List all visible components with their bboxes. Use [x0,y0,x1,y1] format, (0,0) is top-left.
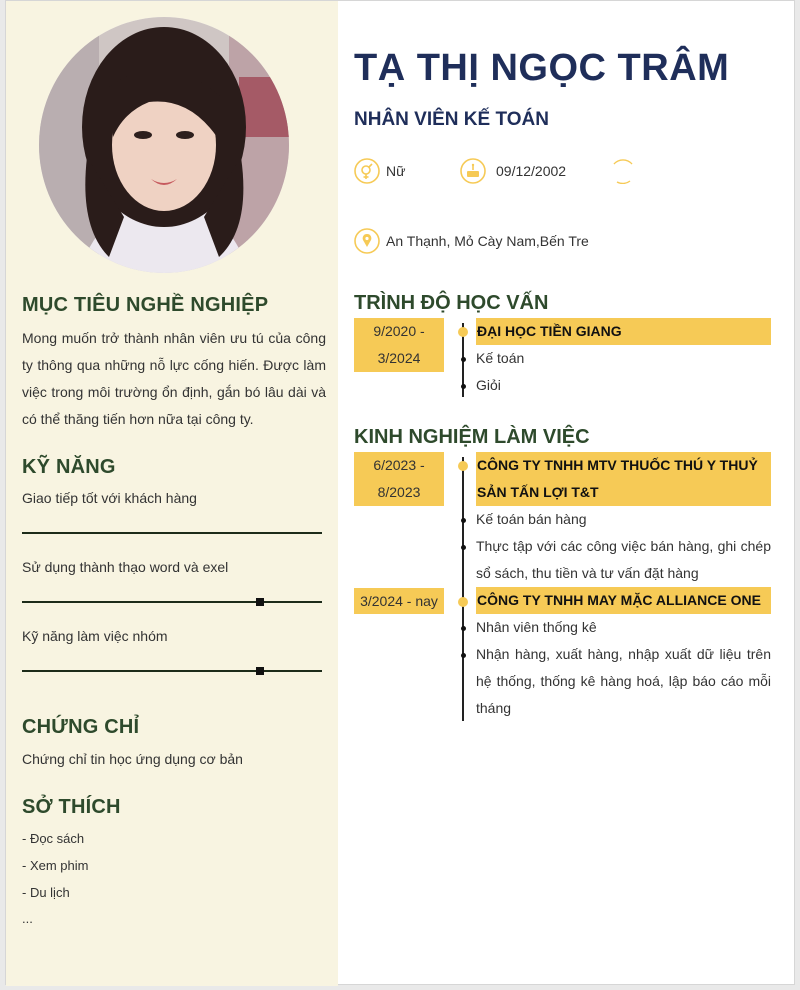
phone-info [610,158,642,184]
experience-title: KINH NGHIỆM LÀM VIỆC [354,426,590,448]
objective-title: MỤC TIÊU NGHỀ NGHIỆP [22,294,269,316]
gender-icon [354,158,380,184]
job-date [354,452,444,506]
skill-bar [22,532,322,534]
education-date [354,318,444,372]
certificate-item: Chứng chỉ tin học ứng dụng cơ bản [22,751,243,767]
date-end: 8/2023 [377,484,421,500]
hobby-item: - Đọc sách [22,831,85,846]
objective-text: Mong muốn trở thành nhân viên ưu tú của công ty thông qua những nỗ lực cống hiến. Được làm việc trong môi trường ổn định, gắn bó lâu dài và có thể thăng tiến hơn nữa tại công ty. [22,330,326,427]
skill-bar [22,601,322,603]
timeline-dot [458,327,468,337]
timeline-dot [458,461,468,471]
date-range: 3/2024 - nay [360,593,438,609]
skill-label: Kỹ năng làm việc nhóm [22,628,168,644]
job-description: Nhận hàng, xuất hàng, nhập xuất dữ liệu trên hệ thống, thống kê hàng hoá, lập báo cáo mỗi tháng [476,646,771,716]
job-position: Kế toán bán hàng [476,511,587,527]
date-end: 3/2024 [377,350,421,366]
skill-label: Sử dụng thành thạo word và exel [22,559,229,575]
timeline-bullet [461,518,466,523]
gender-info [354,158,405,184]
timeline-bullet [461,545,466,550]
address-info [354,228,589,254]
skill-bar [22,670,322,672]
cv-page [5,0,795,985]
timeline-bullet [461,384,466,389]
hobbies-title: SỞ THÍCH [22,796,121,818]
main-content [338,1,796,986]
education-title: TRÌNH ĐỘ HỌC VẤN [354,292,549,314]
sidebar [6,1,338,986]
timeline-dot [458,597,468,607]
hobby-item: ... [22,911,33,926]
candidate-name: TẠ THỊ NGỌC TRÂM [354,47,730,89]
skill-label: Giao tiếp tốt với khách hàng [22,490,197,506]
education-major: Kế toán [476,350,525,366]
profile-photo [39,17,289,273]
job-date [354,588,444,614]
gender-value: Nữ [386,163,406,179]
skill-level-marker [256,598,264,606]
birthday-info [460,158,566,184]
job-description: Thực tập với các công việc bán hàng, ghi chép sổ sách, thu tiền và tư vấn đặt hàng [476,538,771,581]
timeline-bullet [461,653,466,658]
experience-timeline [462,457,464,721]
skills-title: KỸ NĂNG [22,456,116,478]
job-position: Nhân viên thống kê [476,619,597,635]
school-name: ĐẠI HỌC TIỀN GIANG [476,318,771,345]
location-icon [354,228,380,254]
date-start: 9/2020 - [373,323,425,339]
hobby-item: - Xem phim [22,858,89,873]
timeline-bullet [461,626,466,631]
company-name: CÔNG TY TNHH MTV THUỐC THÚ Y THUỶ SẢN TẤN LỢI T&T [476,452,771,506]
birthday-cake-icon [460,158,486,184]
job-title: NHÂN VIÊN KẾ TOÁN [354,109,549,130]
date-start: 6/2023 - [373,457,425,473]
certificates-title: CHỨNG CHỈ [22,716,140,738]
education-grade: Giỏi [476,377,501,393]
address-value: An Thạnh, Mỏ Cày Nam,Bến Tre [386,233,589,249]
timeline-bullet [461,357,466,362]
company-name: CÔNG TY TNHH MAY MẶC ALLIANCE ONE [476,587,771,614]
skill-level-marker [256,667,264,675]
hobby-item: - Du lịch [22,885,70,900]
phone-icon [610,158,636,184]
birthday-value: 09/12/2002 [496,163,567,179]
